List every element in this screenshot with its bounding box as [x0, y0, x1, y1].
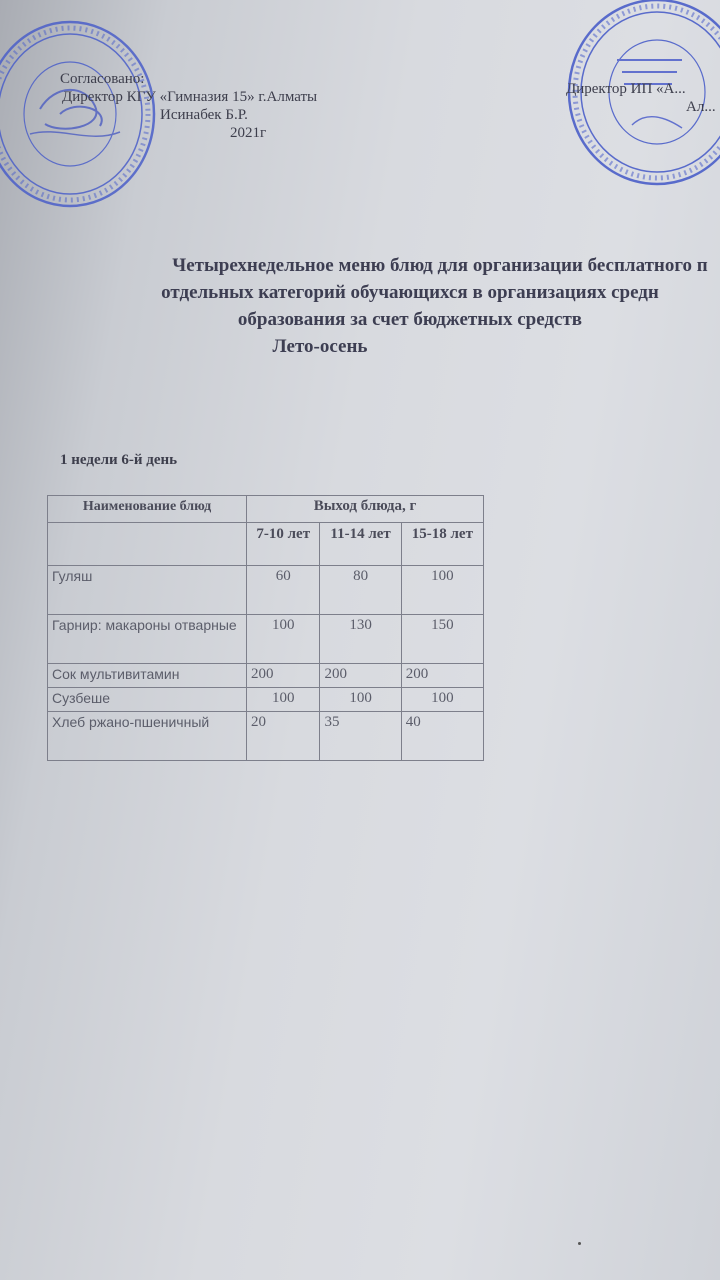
approval-block-right	[566, 80, 716, 116]
header-output: Выход блюда, г	[247, 496, 484, 523]
value-15-18: 100	[401, 566, 483, 615]
dish-name: Сок мультивитамин	[48, 664, 247, 688]
dish-name: Сузбеше	[48, 688, 247, 712]
table-age-row	[48, 523, 484, 566]
dish-name: Гуляш	[48, 566, 247, 615]
week-day-label: 1 недели 6-й день	[60, 452, 178, 468]
value-15-18: 100	[401, 688, 483, 712]
value-7-10: 100	[247, 615, 320, 664]
paper-speck	[578, 1242, 581, 1245]
approval-left-line4: 2021г	[230, 125, 267, 141]
title-line2: отдельных категорий обучающихся в организациях средн	[161, 282, 659, 303]
title-line1: Четырехнедельное меню блюд для организации бесплатного п	[172, 255, 708, 276]
value-11-14: 35	[320, 712, 401, 761]
table-row	[48, 688, 484, 712]
value-15-18: 200	[401, 664, 483, 688]
dish-name: Хлеб ржано-пшеничный	[48, 712, 247, 761]
approval-right-line1: Директор ИП «А...	[566, 81, 686, 97]
table-row	[48, 664, 484, 688]
value-7-10: 200	[247, 664, 320, 688]
empty-cell	[48, 523, 247, 566]
menu-table	[47, 495, 484, 761]
value-11-14: 80	[320, 566, 401, 615]
approval-left-line1: Согласовано:	[60, 71, 145, 87]
table-row	[48, 566, 484, 615]
approval-left-line2: Директор КГУ «Гимназия 15» г.Алматы	[62, 89, 318, 105]
title-line3: образования за счет бюджетных средств	[237, 309, 583, 330]
value-11-14: 100	[320, 688, 401, 712]
document-title	[60, 252, 720, 360]
table-header-row	[48, 496, 484, 523]
value-7-10: 20	[247, 712, 320, 761]
approval-right-line2: Ал...	[686, 99, 716, 115]
approval-left-line3: Исинабек Б.Р.	[160, 107, 248, 123]
approval-block-left	[60, 70, 317, 142]
table-row	[48, 615, 484, 664]
dish-name: Гарнир: макароны отварные	[48, 615, 247, 664]
value-15-18: 40	[401, 712, 483, 761]
age-15-18: 15-18 лет	[401, 523, 483, 566]
value-11-14: 130	[320, 615, 401, 664]
value-7-10: 60	[247, 566, 320, 615]
value-7-10: 100	[247, 688, 320, 712]
age-11-14: 11-14 лет	[320, 523, 401, 566]
age-7-10: 7-10 лет	[247, 523, 320, 566]
value-15-18: 150	[401, 615, 483, 664]
title-season: Лето-осень	[272, 336, 368, 357]
value-11-14: 200	[320, 664, 401, 688]
header-dish-name: Наименование блюд	[48, 496, 247, 523]
table-row	[48, 712, 484, 761]
